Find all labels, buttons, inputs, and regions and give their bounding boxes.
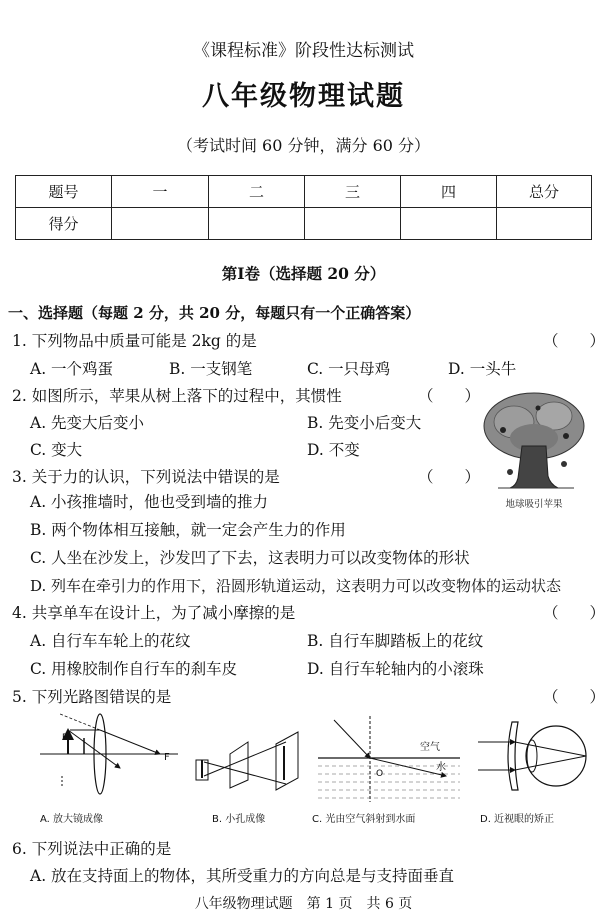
q2-option-d: D. 不变 bbox=[307, 441, 360, 459]
answer-bracket[interactable]: （ ） bbox=[543, 604, 606, 622]
figure-b-pinhole bbox=[196, 732, 298, 790]
origin-label: O bbox=[376, 769, 384, 779]
q1-option-a: A. 一个鸡蛋 bbox=[30, 360, 114, 378]
score-cell[interactable] bbox=[209, 208, 305, 240]
score-table-header: 二 bbox=[209, 176, 305, 208]
q4-option-d: D. 自行车轮轴内的小滚珠 bbox=[307, 660, 484, 678]
q4-option-b: B. 自行车脚踏板上的花纹 bbox=[307, 632, 484, 650]
exam-subtitle: （考试时间 60 分钟，满分 60 分） bbox=[176, 136, 431, 155]
q6-option-a: A. 放在支持面上的物体，其所受重力的方向总是与支持面垂直 bbox=[30, 867, 455, 885]
question-4-stem: 4. 共享单车在设计上，为了减小摩擦的是 bbox=[12, 604, 296, 622]
caption-b: B. 小孔成像 bbox=[212, 814, 266, 825]
score-cell[interactable] bbox=[497, 208, 592, 240]
q2-option-a: A. 先变大后变小 bbox=[30, 414, 145, 432]
answer-bracket[interactable]: （ ） bbox=[418, 387, 481, 405]
q2-option-b: B. 先变小后变大 bbox=[307, 414, 422, 432]
light-path-figures bbox=[0, 710, 607, 830]
score-table bbox=[15, 175, 592, 240]
caption-a: A. 放大镜成像 bbox=[40, 814, 104, 825]
apple-tree-figure bbox=[478, 386, 590, 516]
score-table-header: 四 bbox=[401, 176, 497, 208]
score-table-score-row bbox=[16, 208, 592, 240]
water-label: 水 bbox=[436, 762, 446, 773]
page-footer: 八年级物理试题 第 1 页 共 6 页 bbox=[194, 896, 413, 912]
figure-a-magnifier bbox=[40, 714, 178, 794]
exam-series: 《课程标准》阶段性达标测试 bbox=[193, 41, 414, 61]
focus-label: F bbox=[164, 752, 170, 763]
q1-option-b: B. 一支钢笔 bbox=[169, 360, 253, 378]
answer-bracket[interactable]: （ ） bbox=[418, 468, 481, 486]
score-cell[interactable] bbox=[305, 208, 401, 240]
caption-c: C. 光由空气斜射到水面 bbox=[312, 814, 416, 825]
q3-option-d: D. 列车在牵引力的作用下，沿圆形轨道运动，这表明力可以改变物体的运动状态 bbox=[30, 577, 562, 595]
figure-caption: 地球吸引苹果 bbox=[505, 499, 563, 510]
caption-d: D. 近视眼的矫正 bbox=[480, 814, 555, 825]
q1-option-d: D. 一头牛 bbox=[448, 360, 517, 378]
score-row-label: 得分 bbox=[16, 208, 112, 240]
q3-option-a: A. 小孩推墙时，他也受到墙的推力 bbox=[30, 493, 269, 511]
q3-option-c: C. 人坐在沙发上，沙发凹了下去，这表明力可以改变物体的形状 bbox=[30, 549, 470, 567]
score-table-header: 总分 bbox=[497, 176, 592, 208]
answer-bracket[interactable]: （ ） bbox=[543, 688, 606, 706]
figure-d-myopia bbox=[478, 722, 586, 790]
score-table-header: 三 bbox=[305, 176, 401, 208]
question-5-stem: 5. 下列光路图错误的是 bbox=[12, 688, 172, 706]
score-cell[interactable] bbox=[112, 208, 209, 240]
exam-title: 八年级物理试题 bbox=[202, 81, 405, 112]
question-3-stem: 3. 关于力的认识，下列说法中错误的是 bbox=[12, 468, 280, 486]
air-label: 空气 bbox=[420, 742, 440, 753]
part-heading: 一、选择题（每题 2 分，共 20 分，每题只有一个正确答案） bbox=[8, 304, 421, 322]
score-table-header-row bbox=[16, 176, 592, 208]
q4-option-c: C. 用橡胶制作自行车的刹车皮 bbox=[30, 660, 238, 678]
figure-c-refraction bbox=[318, 716, 460, 802]
q1-option-c: C. 一只母鸡 bbox=[307, 360, 391, 378]
section-title: 第Ⅰ卷（选择题 20 分） bbox=[221, 264, 386, 283]
question-6-stem: 6. 下列说法中正确的是 bbox=[12, 840, 172, 858]
q3-option-b: B. 两个物体相互接触，就一定会产生力的作用 bbox=[30, 521, 346, 539]
focus-label: F bbox=[62, 733, 68, 743]
q2-option-c: C. 变大 bbox=[30, 441, 83, 459]
q4-option-a: A. 自行车车轮上的花纹 bbox=[30, 632, 191, 650]
question-2-stem: 2. 如图所示，苹果从树上落下的过程中，其惯性 bbox=[12, 387, 342, 405]
score-table-header: 题号 bbox=[16, 176, 112, 208]
answer-bracket[interactable]: （ ） bbox=[543, 332, 606, 350]
score-table-header: 一 bbox=[112, 176, 209, 208]
score-cell[interactable] bbox=[401, 208, 497, 240]
question-1-stem: 1. 下列物品中质量可能是 2kg 的是 bbox=[12, 332, 257, 350]
